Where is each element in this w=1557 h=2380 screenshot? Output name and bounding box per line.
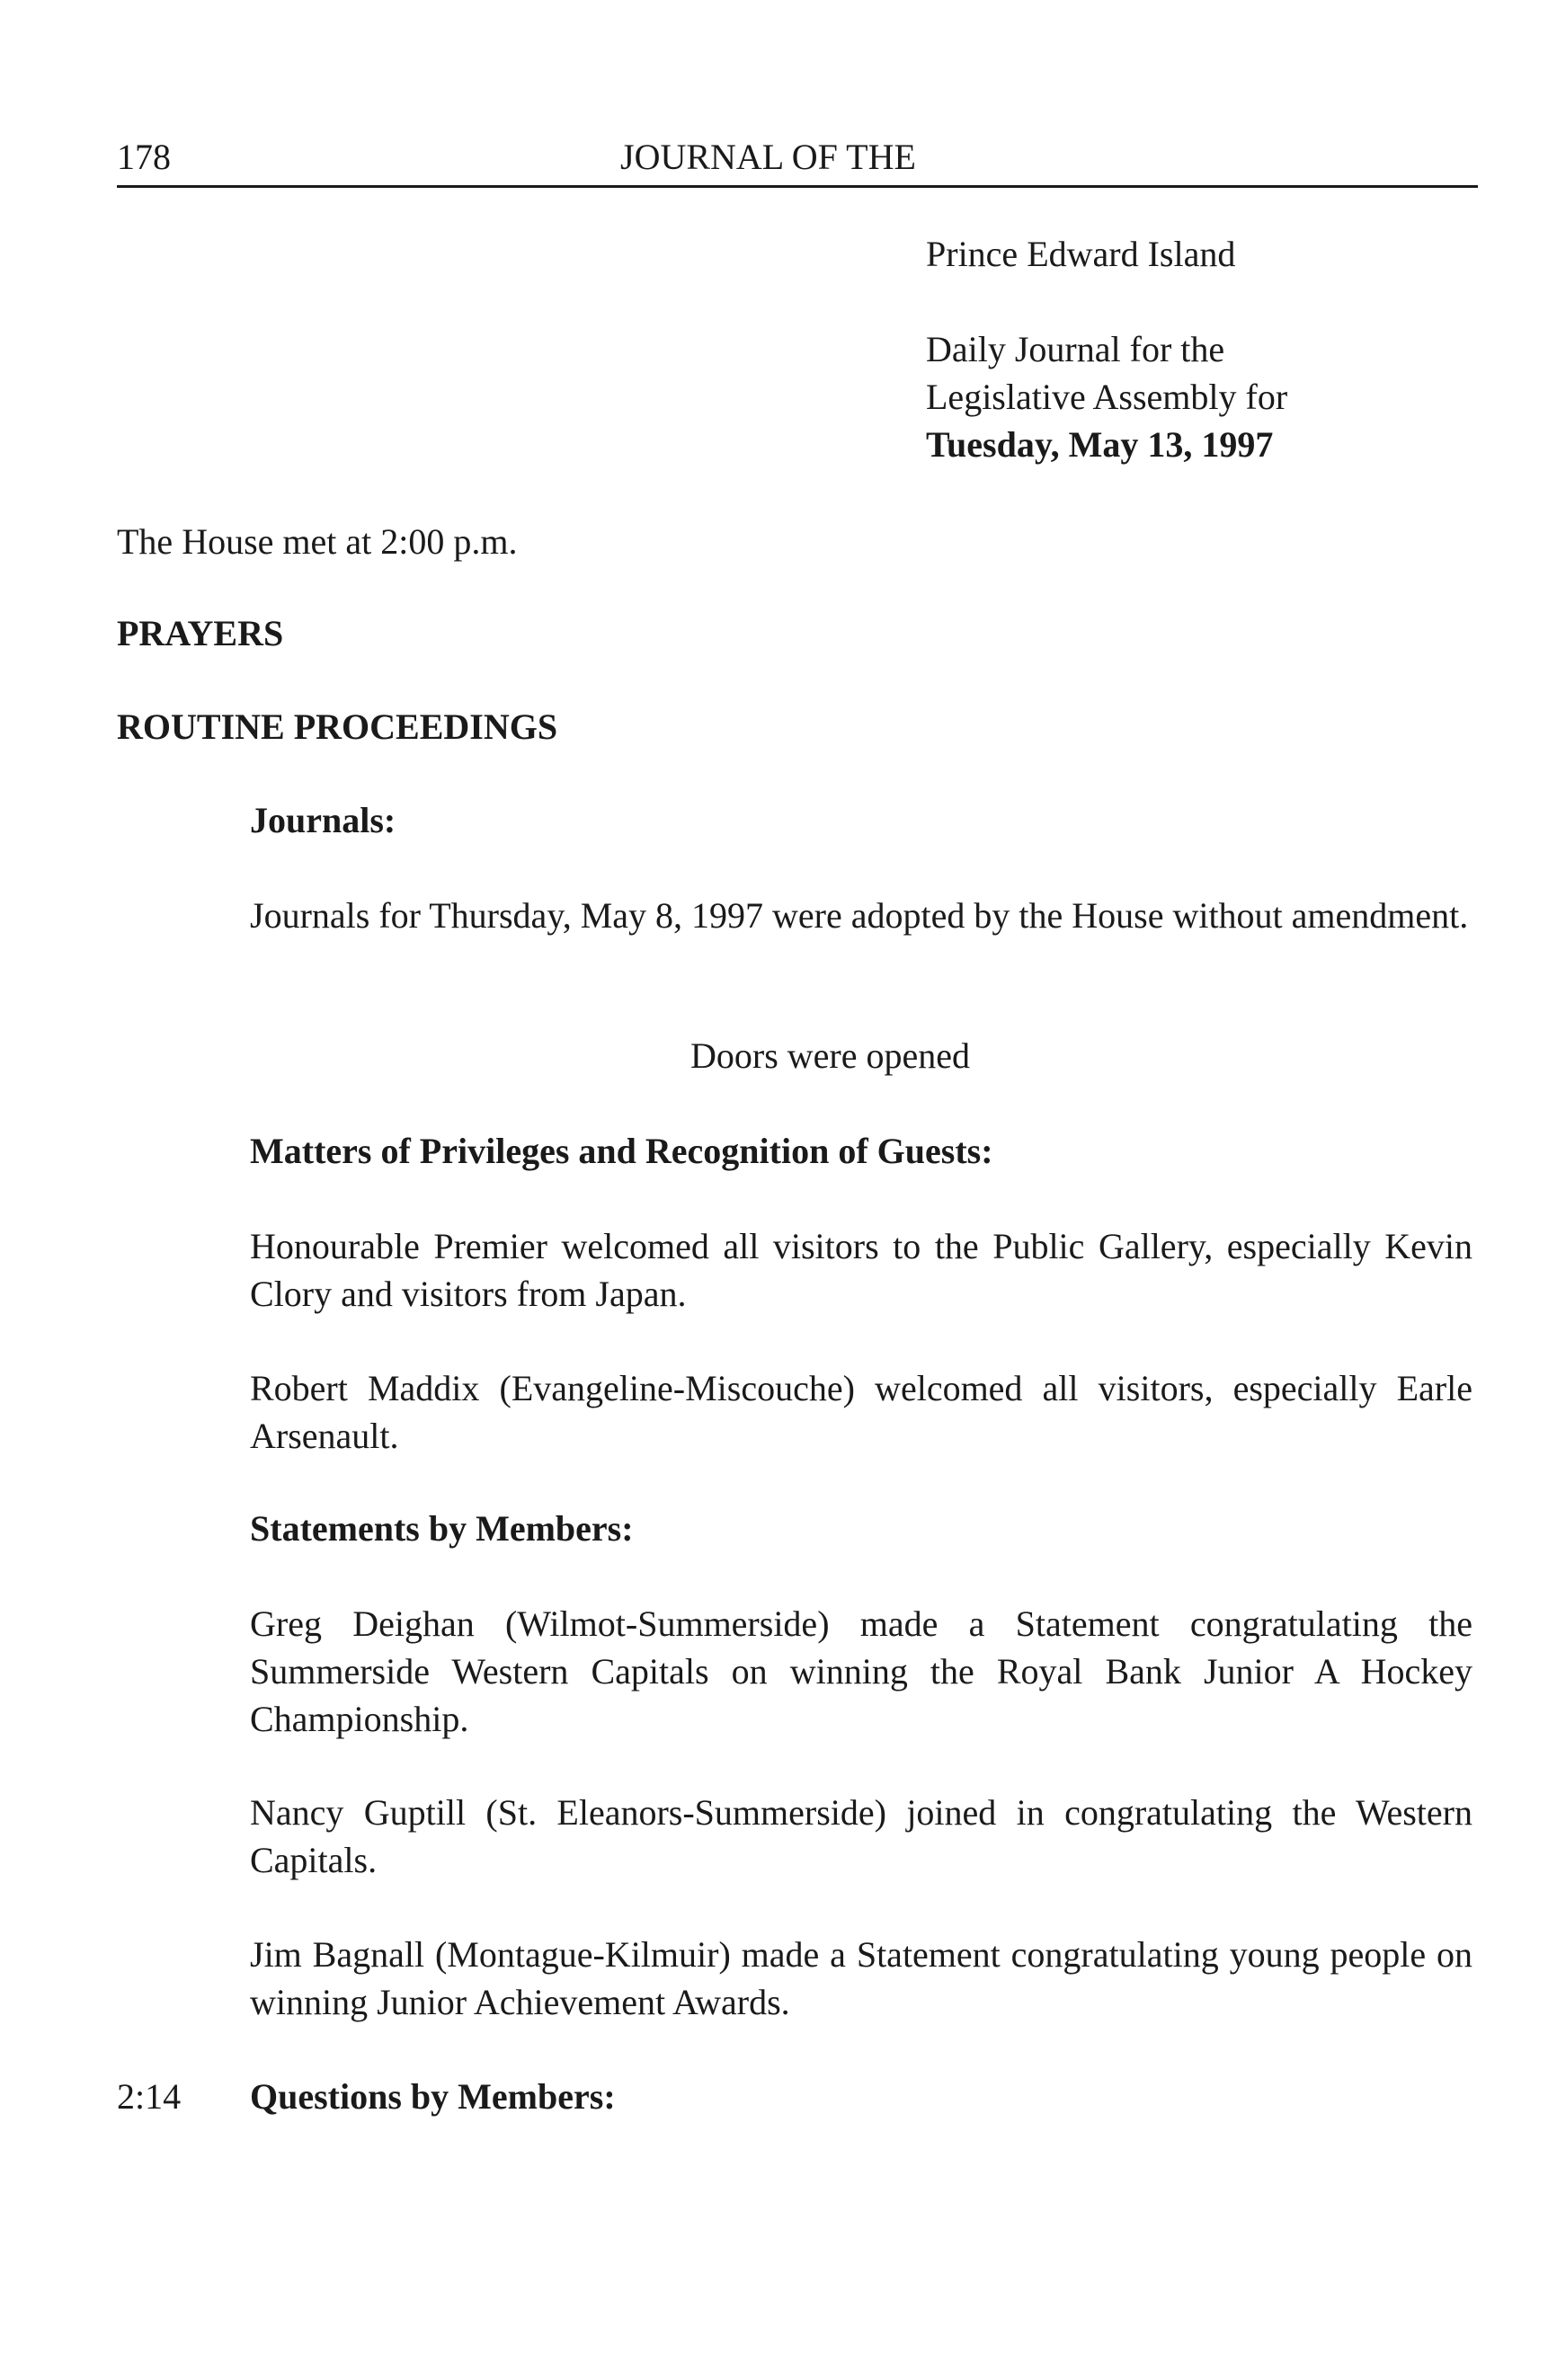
journal-title-line2: Legislative Assembly for bbox=[926, 377, 1288, 417]
house-met-line: The House met at 2:00 p.m. bbox=[117, 521, 518, 562]
privileges-paragraph-maddix: Robert Maddix (Evangeline-Miscouche) welcomed all visitors, especially Earle Arsenault. bbox=[250, 1368, 1472, 1456]
statements-heading: Statements by Members: bbox=[250, 1508, 634, 1549]
journals-paragraph: Journals for Thursday, May 8, 1997 were adopted by the House without amendment. bbox=[250, 895, 1469, 936]
questions-time: 2:14 bbox=[117, 2076, 182, 2117]
running-title: JOURNAL OF THE bbox=[620, 137, 916, 177]
journal-title-line1: Daily Journal for the bbox=[926, 329, 1225, 369]
page-number: 178 bbox=[117, 137, 171, 177]
prayers-heading: PRAYERS bbox=[117, 613, 284, 653]
header-rule bbox=[117, 185, 1478, 188]
sitting-date: Tuesday, May 13, 1997 bbox=[926, 424, 1274, 465]
questions-heading: Questions by Members: bbox=[250, 2076, 616, 2117]
privileges-paragraph-premier: Honourable Premier welcomed all visitors to the Public Gallery, especially Kevin Clory and visitors from Japan. bbox=[250, 1226, 1472, 1314]
statement-paragraph-guptill: Nancy Guptill (St. Eleanors-Summerside) joined in congratulating the Western Capitals. bbox=[250, 1792, 1472, 1880]
province-name: Prince Edward Island bbox=[926, 234, 1236, 274]
routine-proceedings-heading: ROUTINE PROCEEDINGS bbox=[117, 706, 558, 747]
statement-paragraph-deighan: Greg Deighan (Wilmot-Summerside) made a Statement congratulating the Summerside Western Capitals on winning the Royal Bank Junior A Hockey Championship. bbox=[250, 1603, 1472, 1739]
statement-paragraph-bagnall: Jim Bagnall (Montague-Kilmuir) made a Statement congratulating young people on winning Junior Achievement Awards. bbox=[250, 1934, 1472, 2022]
journals-heading: Journals: bbox=[250, 800, 396, 840]
privileges-heading: Matters of Privileges and Recognition of Guests: bbox=[250, 1131, 993, 1171]
doors-opened-note: Doors were opened bbox=[690, 1035, 970, 1076]
